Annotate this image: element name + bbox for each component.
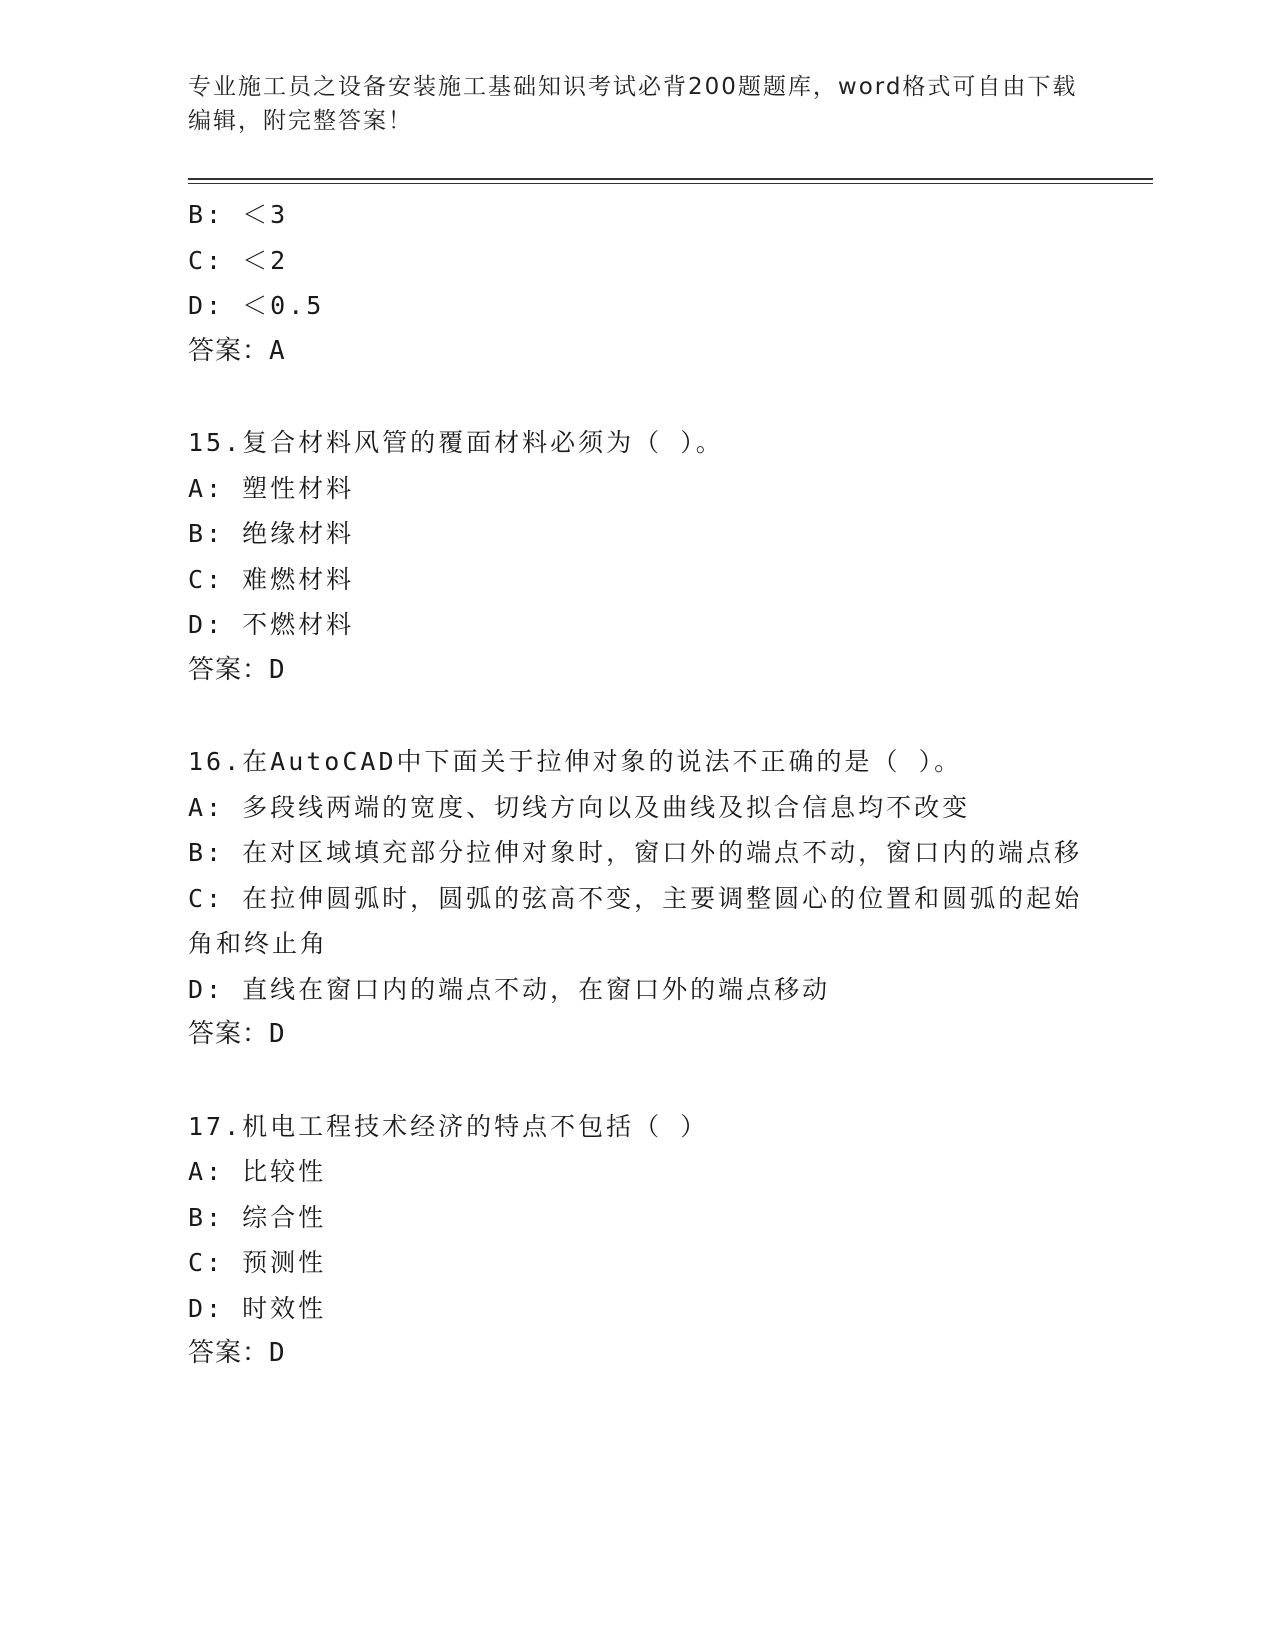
question-stem: 16.在AutoCAD中下面关于拉伸对象的说法不正确的是（ ）。 xyxy=(188,747,963,776)
option-c: C: 在拉伸圆弧时，圆弧的弦高不变，主要调整圆心的位置和圆弧的起始角和终止角 xyxy=(188,883,1083,958)
header-divider-thin xyxy=(188,183,1153,184)
answer-label: 答案： xyxy=(188,654,270,685)
question-list xyxy=(188,192,1088,1377)
header-divider xyxy=(188,178,1153,180)
option-b: B: 在对区域填充部分拉伸对象时，窗口外的端点不动，窗口内的端点移 xyxy=(188,838,1083,867)
answer-line xyxy=(188,1331,1088,1377)
question-stem: 15.复合材料风管的覆面材料必须为（ ）。 xyxy=(188,428,724,457)
question-17 xyxy=(188,1104,1088,1377)
answer-line xyxy=(188,1012,1088,1058)
question-stem: 17.机电工程技术经济的特点不包括（ ） xyxy=(188,1111,709,1141)
option-c: C: 难燃材料 xyxy=(188,564,355,594)
option-a: A: 比较性 xyxy=(188,1157,327,1186)
option-d: D: 不燃材料 xyxy=(188,610,355,639)
answer-value: D xyxy=(269,1019,286,1049)
answer-label: 答案： xyxy=(188,335,270,366)
partial-question xyxy=(188,192,1088,374)
option-a: A: 塑性材料 xyxy=(188,473,355,503)
answer-line xyxy=(188,329,1088,375)
option-b: B: ＜3 xyxy=(188,200,289,229)
answer-value: A xyxy=(269,335,286,366)
answer-value: D xyxy=(269,1338,286,1368)
answer-value: D xyxy=(269,654,286,685)
answer-line xyxy=(188,648,1088,694)
option-c: C: 预测性 xyxy=(188,1248,327,1277)
question-16 xyxy=(188,739,1088,1058)
answer-label: 答案： xyxy=(188,1019,270,1049)
option-d: D: 直线在窗口内的端点不动，在窗口外的端点移动 xyxy=(188,974,831,1004)
option-a: A: 多段线两端的宽度、切线方向以及曲线及拟合信息均不改变 xyxy=(188,792,971,822)
document-header: 专业施工员之设备安装施工基础知识考试必背200题题库，word格式可自由下载编辑，附完整答案！ xyxy=(188,74,1078,134)
option-c: C: ＜2 xyxy=(188,245,289,275)
answer-label: 答案： xyxy=(188,1338,270,1368)
question-15 xyxy=(188,420,1088,693)
option-d: D: ＜0.5 xyxy=(188,291,325,320)
option-b: B: 绝缘材料 xyxy=(188,519,355,548)
option-d: D: 时效性 xyxy=(188,1293,327,1323)
option-b: B: 综合性 xyxy=(188,1202,327,1232)
